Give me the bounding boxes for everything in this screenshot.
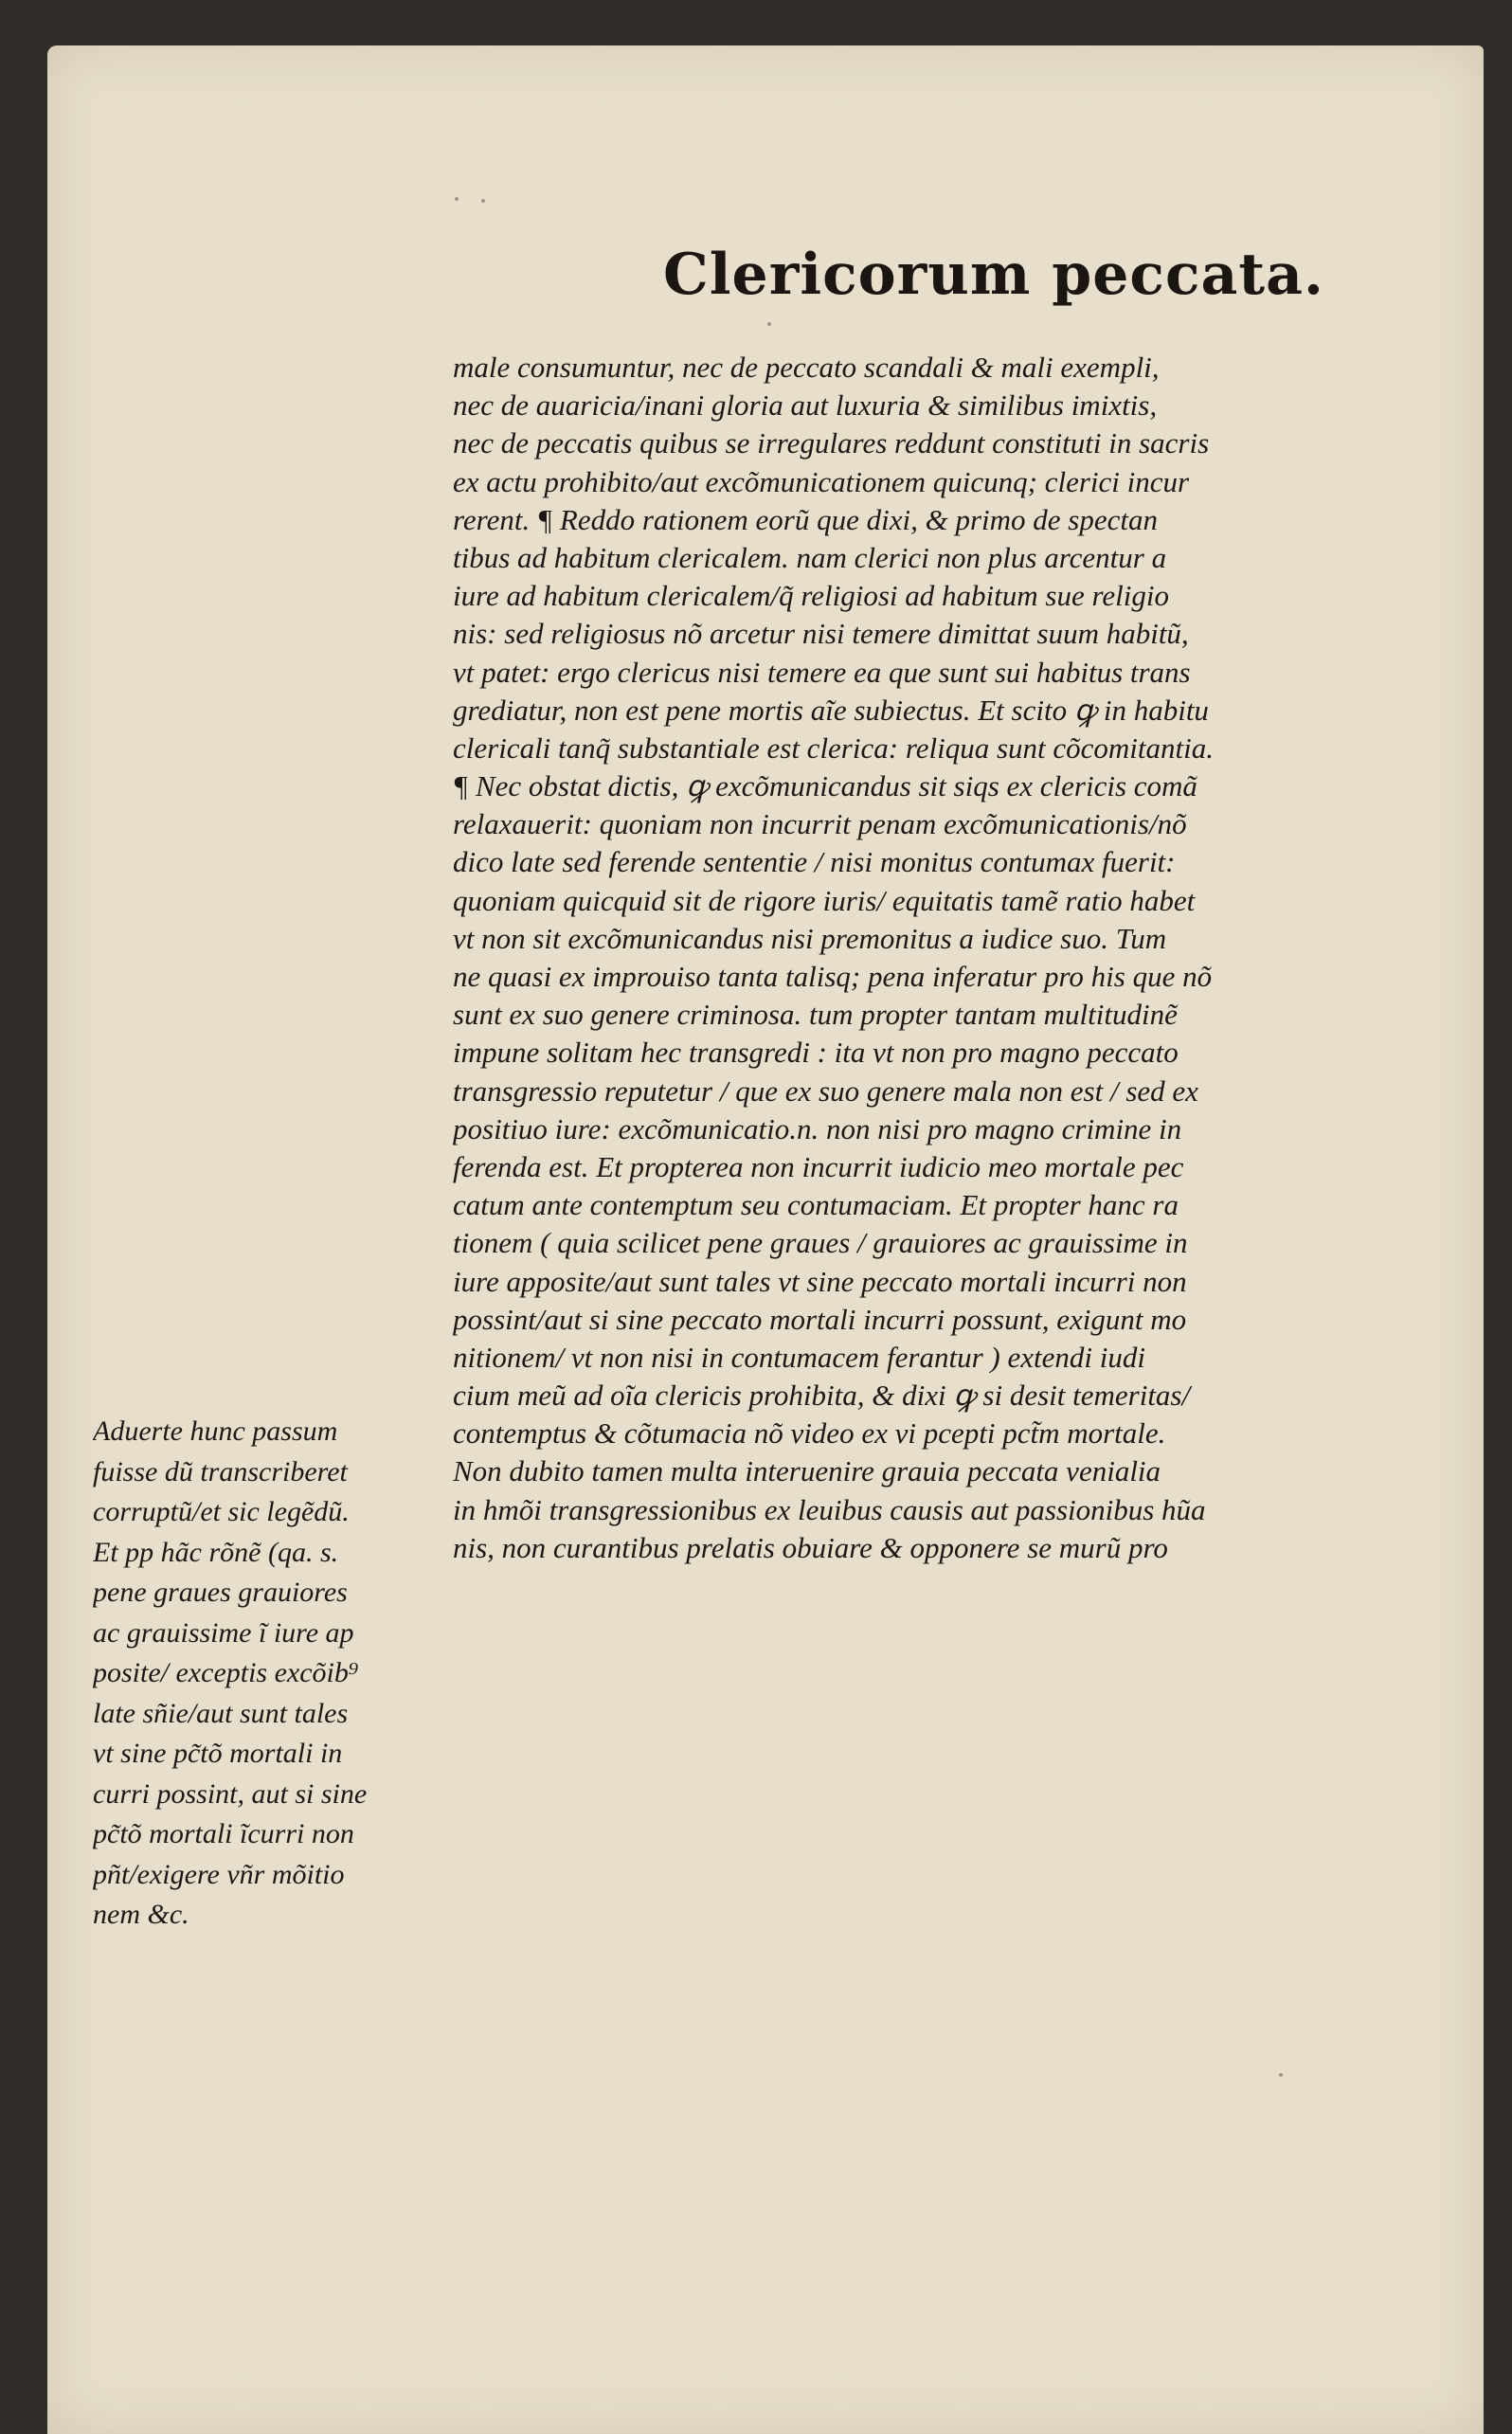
marginal-note-line: Aduerte hunc passum [93,1415,338,1447]
text-line: cium meũ ad oĩa clericis prohibita, & dixi ꝙ si desit temeritas/ [453,1379,1191,1413]
text-line: Non dubito tamen multa interuenire grauia peccata venialia [453,1454,1161,1488]
text-line: clericali tanq̃ substantiale est clerica: reliqua sunt cõcomitantia. [453,730,1215,765]
marginal-note-line: Et pp hãc rõnẽ (qa. s. [93,1536,339,1568]
text-line: iure ad habitum clericalem/q̃ religiosi ad habitum sue religio [453,579,1169,613]
text-line: in hmõi transgressionibus ex leuibus causis aut passionibus hũa [453,1492,1206,1526]
text-line: male consumuntur, nec de peccato scandali & mali exempli, [453,351,1160,384]
text-line: sunt ex suo genere criminosa. tum propter tantam multitudinẽ [453,998,1178,1032]
marginal-note-line: pene graues grauiores [93,1577,348,1608]
text-line: ¶ Nec obstat dictis, ꝙ excõmunicandus sit siqs ex clericis comã [453,769,1197,803]
ink-speck [767,322,771,326]
text-line: possint/aut si sine peccato mortali incurri possunt, exigunt mo [453,1302,1187,1336]
text-line: quoniam quicquid sit de rigore iuris/ equitatis tamẽ ratio habet [453,883,1196,917]
text-line: nitionem/ vt non nisi in contumacem ferantur ) extendi iudi [453,1340,1145,1374]
running-head: Clericorum peccata. [663,242,1324,308]
marginal-note-line: late sñie/aut sunt tales [93,1697,349,1729]
ink-speck [455,197,459,201]
ink-speck [1279,2073,1283,2077]
text-line: impune solitam hec transgredi : ita vt non pro magno peccato [453,1036,1179,1070]
marginal-note-line: ac grauissime ĩ iure ap [93,1616,354,1649]
text-line: iure apposite/aut sunt tales vt sine peccato mortali incurri non [453,1264,1187,1298]
text-line: tionem ( quia scilicet pene graues / grauiores ac grauissime in [453,1226,1188,1260]
marginal-note-line: posite/ exceptis excõib⁹ [93,1657,359,1688]
text-line: catum ante contemptum seu contumaciam. Et propter hanc ra [453,1188,1179,1222]
text-line: ferenda est. Et propterea non incurrit iudicio meo mortale pec [453,1149,1184,1183]
text-line: relaxauerit: quoniam non incurrit penam excõmunicationis/nõ [453,807,1187,841]
ink-speck [481,199,485,203]
marginal-note-line: nem &c. [93,1899,189,1930]
text-line: grediatur, non est pene mortis aĩe subiectus. Et scito ꝙ in habitu [453,693,1209,727]
marginal-note-line: fuisse dũ transcriberet [93,1455,348,1487]
text-line: rerent. ¶ Reddo rationem eorũ que dixi, & primo de spectan [453,502,1158,536]
main-text-column [453,349,1448,1567]
text-line: vt patet: ergo clericus nisi temere ea que sunt sui habitus trans [453,655,1191,689]
marginal-note-line: corruptũ/et sic legẽdũ. [93,1496,350,1527]
text-line: nec de auaricia/inani gloria aut luxuria & similibus imixtis, [453,388,1158,423]
text-line: transgressio reputetur / que ex suo genere mala non est / sed ex [453,1073,1198,1108]
text-line: contemptus & cõtumacia nõ video ex vi pcepti pct̃m mortale. [453,1416,1166,1451]
marginal-note [93,1412,458,1936]
marginal-note-line: curri possint, aut si sine [93,1777,368,1810]
text-line: tibus ad habitum clericalem. nam clerici non plus arcentur a [453,540,1167,574]
marginal-note-line: pñt/exigere vñr mõitio [93,1858,345,1890]
text-line: nec de peccatis quibus se irregulares reddunt constituti in sacris [453,426,1210,460]
marginal-note-line: vt sine pc̃tõ mortali in [93,1738,343,1769]
text-line: dico late sed ferende sententie / nisi monitus contumax fuerit: [453,845,1176,879]
text-line: nis, non curantibus prelatis obuiare & opponere se murũ pro [453,1530,1168,1564]
text-line: ne quasi ex improuiso tanta talisq; pena inferatur pro his que nõ [453,960,1213,993]
text-line: positiuo iure: excõmunicatio.n. non nisi pro magno crimine in [453,1111,1182,1145]
marginal-note-line: pc̃tõ mortali ĩcurri non [93,1818,354,1849]
text-line: ex actu prohibito/aut excõmunicationem quicunq; clerici incur [453,464,1190,498]
text-line: vt non sit excõmunicandus nisi premonitus a iudice suo. Tum [453,921,1167,955]
text-line: nis: sed religiosus nõ arcetur nisi temere dimittat suum habitũ, [453,617,1189,651]
